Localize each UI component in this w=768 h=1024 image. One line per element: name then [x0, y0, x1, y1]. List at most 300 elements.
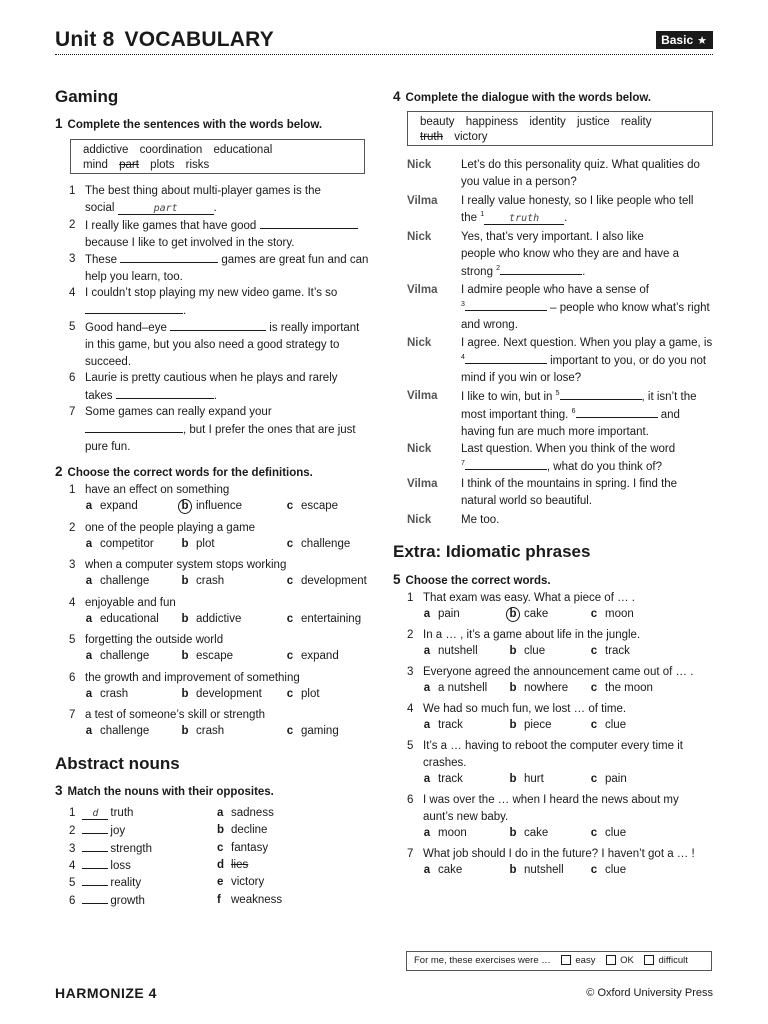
option-word: track	[605, 645, 630, 657]
question: It’s a … having to reboot the computer every time it	[423, 740, 683, 752]
item-number: 2	[69, 825, 76, 838]
match-left-item	[69, 874, 209, 891]
question: That exam was easy. What a piece of … .	[423, 592, 635, 604]
opposite-word: victory	[231, 876, 265, 889]
page-header	[55, 28, 713, 54]
option-word: plot	[301, 687, 320, 700]
opposite-word: decline	[231, 824, 268, 837]
ex2-item	[69, 707, 375, 743]
option-word: clue	[605, 827, 627, 839]
option-b[interactable]	[181, 537, 215, 552]
option-letter: c	[286, 687, 294, 700]
option-row	[85, 499, 375, 515]
option-word: challenge	[100, 650, 150, 662]
option-word: clue	[605, 864, 627, 876]
item-number: 7	[69, 709, 76, 721]
match-right-item	[217, 805, 357, 822]
option-word: expand	[301, 650, 339, 662]
noun: loss	[110, 859, 131, 872]
match-left-item	[69, 892, 209, 909]
dialogue-line: Vilma I really value honesty, so I like people who tell the $^1$ truth .	[407, 195, 694, 224]
ex1-item: 6 Laurie is pretty cautious when he plays and rarely takes .	[69, 372, 338, 402]
word-option: educational	[213, 144, 273, 156]
dialogue-line: Nick Last question. When you think of the word $^7$ , what do you think of?	[407, 443, 676, 473]
definition: enjoyable and fun	[85, 596, 176, 609]
option-word: challenge	[100, 725, 150, 737]
option-row	[423, 607, 713, 623]
option-c[interactable]	[590, 772, 627, 787]
ex5-item	[407, 701, 713, 735]
item-number: 4	[407, 703, 414, 715]
question-text	[423, 738, 713, 772]
match-right-item	[217, 892, 357, 909]
ex1-item: 5 Good hand–eye is really important in this game, but you also need a good strategy to succeed.	[69, 321, 360, 368]
opposite-word: lies	[231, 858, 249, 871]
option-a[interactable]	[423, 863, 462, 878]
option-c[interactable]	[286, 499, 338, 514]
option-c[interactable]	[286, 537, 350, 552]
option-word: pain	[438, 608, 460, 620]
option-word: escape	[301, 500, 339, 512]
option-letter: c	[590, 864, 598, 876]
answer-blank[interactable]	[82, 857, 108, 869]
option-a[interactable]	[85, 687, 128, 702]
option-word: nowhere	[524, 682, 569, 694]
answer-blank[interactable]	[85, 421, 183, 433]
answer-blank[interactable]	[120, 251, 218, 263]
option-b[interactable]	[181, 687, 262, 702]
ex1-item: 7 Some games can really expand your , but I prefer the ones that are just pure fun.	[69, 406, 356, 453]
option-letter: c	[590, 827, 598, 839]
unit-title	[55, 28, 274, 52]
question: I was over the … when I heard the news about my	[423, 794, 679, 806]
word-option: reality	[620, 116, 652, 128]
self-assessment-prompt: For me, these exercises were …	[414, 955, 551, 966]
definition-text	[85, 632, 375, 649]
option-letter: a	[423, 773, 431, 785]
item-number: 6	[407, 794, 414, 806]
option-b[interactable]	[509, 644, 545, 659]
speaker-name: Vilma	[407, 284, 438, 296]
option-c[interactable]	[286, 724, 339, 739]
option-word: entertaining	[301, 612, 362, 625]
speaker-name: Nick	[407, 231, 432, 243]
answer-blank[interactable]	[85, 302, 183, 314]
answer-blank[interactable]	[465, 299, 547, 311]
option-letter: c	[286, 725, 294, 737]
answer-blank[interactable]	[465, 352, 547, 364]
answer-blank[interactable]	[82, 874, 108, 886]
option-word: development	[196, 687, 262, 700]
option-letter: b	[509, 773, 517, 785]
answer-blank[interactable]	[465, 458, 547, 470]
ex2-item	[69, 557, 375, 593]
speaker-name: Nick	[407, 159, 432, 171]
option-row	[423, 863, 713, 879]
option-letter: a	[423, 864, 431, 876]
option-word: track	[438, 773, 463, 785]
item-number: 3	[407, 666, 414, 678]
dialogue-line: Nick I agree. Next question. When you play a game, is $^4$ important to you, or do you not mind if you win or lose?	[407, 337, 713, 384]
answer-blank[interactable]	[500, 263, 582, 275]
question: We had so much fun, we lost … of time.	[423, 703, 627, 715]
option-row	[85, 724, 375, 740]
section-name: VOCABULARY	[124, 28, 274, 51]
option-b[interactable]	[509, 863, 564, 878]
option-word: hurt	[524, 773, 544, 785]
ex5-item	[407, 738, 713, 789]
ex5-item	[407, 627, 713, 661]
option-a[interactable]	[423, 772, 463, 787]
option-letter: b	[509, 682, 517, 694]
question: In a … , it’s a game about life in the jungle.	[423, 629, 641, 641]
option-word: challenge	[100, 575, 150, 587]
option-letter: a	[423, 645, 431, 657]
option-word: cake	[438, 864, 463, 876]
item-number: 3	[69, 559, 76, 571]
brand-logo: HARMONIZE 4	[55, 985, 157, 1001]
ex2-item	[69, 632, 375, 668]
exercise-4-heading: 4 Complete the dialogue with the words below.	[393, 89, 652, 104]
dialogue-line: Vilma I like to win, but in $^5$ , it isn’t the most important thing. $^6$ and having fun are much more important.	[407, 390, 697, 438]
speaker-name: Vilma	[407, 478, 438, 490]
option-letter: c	[217, 841, 224, 854]
option-c[interactable]	[590, 863, 626, 878]
option-row	[423, 772, 713, 788]
option-word: influence	[196, 500, 243, 512]
option-letter: c	[590, 682, 598, 694]
question-text	[423, 664, 713, 681]
question: What job should I do in the future? I haven’t got a … !	[423, 848, 695, 860]
option-word: piece	[524, 719, 552, 731]
option-a[interactable]	[423, 644, 478, 659]
item-number: 6	[69, 671, 76, 684]
definition-text	[85, 670, 375, 687]
answer-blank[interactable]: d	[82, 808, 108, 820]
item-number: 2	[69, 521, 76, 534]
option-letter: a	[85, 650, 93, 662]
noun: truth	[110, 807, 134, 819]
question-cont: aunt’s new baby.	[423, 811, 509, 823]
answer-blank[interactable]	[170, 319, 266, 331]
option-row	[423, 681, 713, 697]
gaming-heading: Gaming	[55, 87, 119, 106]
answer-blank[interactable]	[82, 822, 108, 834]
option-letter: b	[181, 687, 189, 700]
option-letter: a	[423, 827, 431, 839]
star-icon: ★	[697, 35, 707, 47]
option-b[interactable]	[509, 607, 548, 622]
ex5-item	[407, 792, 713, 843]
option-letter: c	[286, 575, 294, 587]
ex2-item	[69, 670, 375, 706]
option-letter: a	[85, 575, 93, 587]
option-word: clue	[605, 719, 627, 731]
definition: a test of someone’s skill or strength	[85, 709, 266, 721]
option-word: gaming	[301, 725, 339, 737]
ex2-item	[69, 595, 375, 631]
option-word: challenge	[301, 537, 351, 550]
option-c[interactable]	[286, 574, 367, 589]
option-letter: c	[590, 645, 598, 657]
answer-blank[interactable]	[116, 387, 214, 399]
opposite-word: weakness	[231, 893, 283, 906]
word-option-used: truth	[420, 131, 444, 143]
abstract-nouns-heading: Abstract nouns	[55, 754, 180, 773]
word-option: victory	[454, 131, 488, 143]
ex2-item	[69, 482, 375, 518]
ex1-item: 1 The best thing about multi-player games is the social part .	[69, 185, 321, 214]
option-row	[423, 718, 713, 734]
exercise-1-heading: 1 Complete the sentences with the words below.	[55, 116, 323, 131]
option-a[interactable]	[85, 574, 149, 589]
noun: strength	[110, 842, 152, 855]
match-right-item	[217, 840, 357, 857]
level-badge	[656, 31, 713, 49]
option-a[interactable]	[423, 826, 467, 841]
item-number: 1	[407, 592, 414, 604]
definition-text	[85, 595, 375, 612]
option-letter: b	[509, 645, 517, 657]
word-option: justice	[577, 116, 610, 128]
idiomatic-phrases-heading: Extra: Idiomatic phrases	[393, 542, 591, 561]
word-option: identity	[529, 116, 566, 128]
ex5-item	[407, 664, 713, 698]
option-c[interactable]	[286, 687, 320, 702]
definition: have an effect on something	[85, 484, 230, 496]
item-number: 7	[407, 848, 414, 860]
match-right-item	[217, 874, 357, 891]
definition-text	[85, 707, 375, 724]
definition-text	[85, 520, 375, 537]
option-a[interactable]	[85, 537, 154, 552]
option-row	[423, 826, 713, 842]
question-text	[423, 590, 713, 607]
option-word: crash	[196, 575, 225, 587]
word-option: happiness	[465, 116, 519, 128]
exercise-5-heading: 5 Choose the correct words.	[393, 572, 551, 587]
option-word: a nutshell	[438, 682, 488, 694]
ex1-item: 3 These games are great fun and can help you learn, too.	[69, 253, 369, 283]
header-divider	[55, 54, 713, 55]
option-b[interactable]	[181, 574, 224, 589]
noun: growth	[110, 894, 145, 907]
dialogue-line: Vilma I think of the mountains in spring. I find the natural world so beautiful.	[407, 478, 678, 507]
option-c[interactable]	[590, 681, 653, 696]
easy-checkbox[interactable]	[561, 955, 571, 965]
match-right-item	[217, 822, 357, 839]
item-number: 1	[69, 807, 76, 819]
option-word: track	[438, 719, 463, 731]
noun: joy	[110, 825, 126, 838]
option-row	[85, 687, 375, 703]
option-letter: f	[217, 893, 221, 906]
definition: when a computer system stops working	[85, 559, 287, 571]
option-row	[85, 612, 375, 628]
ex5-item	[407, 846, 713, 880]
unit-number: Unit 8	[55, 28, 115, 51]
ok-checkbox[interactable]	[606, 955, 616, 965]
difficult-checkbox[interactable]	[644, 955, 654, 965]
answer-blank[interactable]	[82, 892, 108, 904]
option-row	[85, 574, 375, 590]
option-b[interactable]	[509, 681, 568, 696]
option-c[interactable]	[590, 644, 630, 659]
option-letter: c	[590, 719, 598, 731]
speaker-name: Nick	[407, 514, 432, 526]
option-word: the moon	[605, 682, 653, 694]
option-letter: a	[423, 682, 431, 694]
option-letter: c	[590, 608, 598, 620]
option-a[interactable]	[423, 607, 460, 622]
option-letter: b	[509, 719, 517, 731]
level-label: Basic	[661, 33, 694, 47]
option-word: nutshell	[438, 645, 478, 657]
dialogue-line: Nick Yes, that’s very important. I also like people who know who they are and have a strong $^2$ .	[407, 231, 680, 278]
option-b[interactable]	[181, 612, 241, 627]
option-letter: b	[506, 607, 520, 622]
option-letter: a	[423, 719, 431, 731]
option-row	[423, 644, 713, 660]
match-right-item	[217, 857, 357, 874]
definition: the growth and improvement of something	[85, 671, 300, 684]
option-letter: b	[181, 612, 189, 625]
ex5-item	[407, 590, 713, 624]
word-box-4	[407, 111, 713, 146]
definition-text	[85, 557, 375, 574]
word-option: addictive	[83, 144, 129, 156]
ex1-item: 4 I couldn’t stop playing my new video game. It’s so .	[69, 287, 338, 317]
option-b[interactable]	[181, 499, 242, 514]
item-number: 1	[69, 484, 76, 496]
question-cont: crashes.	[423, 757, 467, 769]
match-left-item	[69, 840, 209, 857]
option-b[interactable]	[509, 718, 552, 733]
option-c[interactable]	[590, 826, 626, 841]
option-b[interactable]	[181, 649, 233, 664]
option-word: competitor	[100, 537, 154, 550]
option-a[interactable]	[85, 612, 159, 627]
option-c[interactable]	[590, 718, 626, 733]
word-option: mind	[83, 159, 108, 171]
speaker-name: Vilma	[407, 195, 438, 207]
noun: reality	[110, 877, 142, 890]
option-c[interactable]	[590, 607, 634, 622]
option-word: nutshell	[524, 864, 564, 876]
opposite-word: sadness	[231, 807, 274, 819]
option-word: crash	[100, 687, 129, 700]
option-row	[85, 649, 375, 665]
copyright: © Oxford University Press	[586, 987, 713, 999]
word-option: beauty	[420, 116, 455, 128]
option-a[interactable]	[423, 718, 463, 733]
speaker-name: Nick	[407, 337, 432, 349]
option-a[interactable]	[85, 499, 138, 514]
answer-blank[interactable]: truth	[484, 213, 564, 225]
option-word: moon	[438, 827, 467, 839]
option-letter: d	[217, 858, 225, 871]
item-number: 4	[69, 596, 76, 609]
question-text	[423, 846, 713, 863]
word-option-used: part	[119, 159, 139, 171]
option-letter: c	[590, 773, 598, 785]
word-option: coordination	[139, 144, 203, 156]
option-word: cake	[524, 827, 549, 839]
item-number: 6	[69, 894, 76, 907]
option-letter: b	[217, 824, 225, 837]
option-word: clue	[524, 645, 546, 657]
option-b[interactable]	[181, 724, 224, 739]
option-letter: b	[181, 575, 189, 587]
item-number: 5	[69, 877, 76, 890]
speaker-name: Vilma	[407, 390, 438, 402]
match-left-item	[69, 857, 209, 874]
answer-blank[interactable]	[560, 388, 642, 400]
self-assessment-box: For me, these exercises were … easy OK difficult	[406, 951, 712, 971]
word-option: plots	[150, 159, 175, 171]
option-letter: b	[509, 827, 517, 839]
option-a[interactable]	[85, 724, 149, 739]
speaker-name: Nick	[407, 443, 432, 455]
answer-blank[interactable]	[260, 217, 358, 229]
option-letter: a	[217, 807, 224, 819]
option-letter: b	[181, 537, 189, 550]
question-text	[423, 627, 713, 644]
option-row	[85, 537, 375, 553]
option-word: expand	[100, 500, 138, 512]
option-word: pain	[605, 773, 627, 785]
option-c[interactable]	[286, 649, 339, 664]
option-b[interactable]	[509, 826, 548, 841]
dialogue-line: Vilma I admire people who have a sense of $^3$ – people who know what’s right and wrong.	[407, 284, 710, 331]
item-number: 5	[407, 740, 414, 752]
answer-blank[interactable]	[82, 840, 108, 852]
item-number: 3	[69, 842, 76, 855]
option-word: cake	[524, 608, 549, 620]
option-letter: a	[85, 500, 93, 512]
option-word: plot	[196, 537, 215, 550]
option-letter: c	[286, 650, 294, 662]
word-option: risks	[185, 159, 210, 171]
question-text	[423, 701, 713, 718]
item-number: 2	[407, 629, 414, 641]
option-c[interactable]	[286, 612, 361, 627]
question: Everyone agreed the announcement came out of … .	[423, 666, 694, 678]
match-left-item	[69, 805, 209, 822]
answer-blank[interactable]	[576, 406, 658, 418]
definition: forgetting the outside world	[85, 634, 224, 646]
option-letter: c	[286, 612, 294, 625]
option-word: development	[301, 575, 367, 587]
question-text	[423, 792, 713, 826]
item-number: 4	[69, 859, 76, 872]
answer-blank[interactable]: part	[118, 203, 214, 215]
option-letter: a	[85, 687, 93, 700]
option-a[interactable]	[423, 681, 487, 696]
ex2-item	[69, 520, 375, 556]
option-word: educational	[100, 612, 159, 625]
option-word: crash	[196, 725, 225, 737]
option-letter: b	[178, 499, 192, 514]
dialogue-line: Nick Me too.	[407, 512, 715, 529]
option-a[interactable]	[85, 649, 149, 664]
option-letter: b	[509, 864, 517, 876]
definition-text	[85, 482, 375, 499]
option-letter: b	[181, 725, 189, 737]
ex1-item: 2 I really like games that have good because I like to get involved in the story.	[69, 217, 369, 251]
option-b[interactable]	[509, 772, 544, 787]
option-letter: a	[85, 725, 93, 737]
